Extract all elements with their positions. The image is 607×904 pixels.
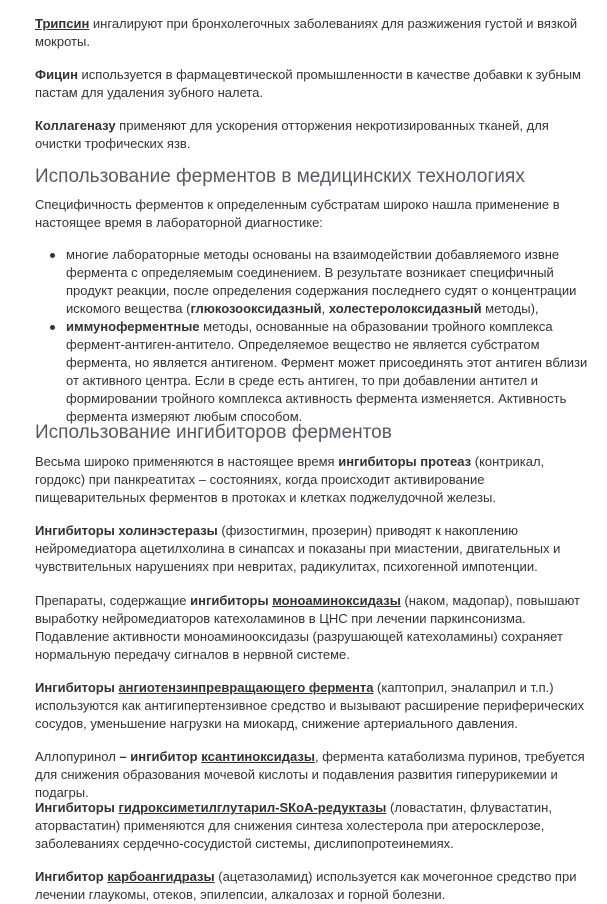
list-item: многие лабораторные методы основаны на взаимодействии добавляемого извне фермента с определяемым соединением. В результате возникает специфичный продукт реакции, после определения содержания последнего судят о концентрации искомого вещества (глюкозооксидазный, холестеролоксидазный методы),: [50, 246, 600, 318]
paragraph-trypsin: Трипсин ингалируют при бронхолегочных заболеваниях для разжижения густой и вязкой мокроты.: [35, 16, 578, 49]
link-hmg-coa-reductase[interactable]: гидроксиметилглутарил-SКоА-редуктазы: [118, 800, 387, 815]
paragraph-ficin: Фицин используется в фармацевтической промышленности в качестве добавки к зубным пастам для удаления зубного налета.: [35, 67, 581, 100]
paragraph-protease-inhibitors: Весьма широко применяются в настоящее время ингибиторы протеаз (контрикал, гордокс) при панкреатитах – состояниях, когда происходит активирование пищеварительных ферментов в протоках и клетках поджелудочной железы.: [35, 454, 545, 505]
heading-medical-technologies: Использование ферментов в медицинских технологиях: [35, 166, 525, 187]
paragraph-cholinesterase-inhibitors: Ингибиторы холинэстеразы (физостигмин, прозерин) приводят к накоплению нейромедиатора ацетилхолина в синапсах и показаны при миастении, двигательных и чувствительных нарушениях при невритах, радикулитах, психогенной импотенции.: [35, 523, 561, 574]
link-trypsin[interactable]: Трипсин: [35, 16, 90, 31]
paragraph-allopurinol: Аллопуринол – ингибитор ксантиноксидазы, фермента катаболизма пуринов, требуется для снижения образования мочевой кислоты и подавления развития гиперурикемии и подагры.: [35, 749, 585, 800]
diagnostics-list: [50, 246, 600, 426]
paragraph-hmg-inhibitors: Ингибиторы гидроксиметилглутарил-SКоА-редуктазы (ловастатин, флувастатин, аторвастатин) применяются для снижения синтеза холестерола при атеросклерозе, заболеваниях сердечно-сосудистой системы, дислипопротеинемиях.: [35, 800, 552, 851]
link-monoamine-oxidase[interactable]: моноаминоксидазы: [272, 593, 401, 608]
link-carbonic-anhydrase[interactable]: карбоангидразы: [107, 869, 215, 884]
paragraph-carbonic-anhydrase-inhibitor: Ингибитор карбоангидразы (ацетазоламид) используется как мочегонное средство при лечении глаукомы, отеков, эпилепсии, алкалозах и горной болезни.: [35, 869, 577, 902]
paragraph-specificity: Специфичность ферментов к определенным субстратам широко нашла применение в настоящее время в лабораторной диагностике:: [35, 197, 560, 230]
link-ace[interactable]: ангиотензинпревращающего фермента: [118, 680, 374, 695]
paragraph-ace-inhibitors: Ингибиторы ангиотензинпревращающего фермента (каптоприл, эналаприл и т.п.) используются как антигипертензивное средство и вызывают расширение периферических сосудов, уменьшение нагрузки на миокард, снижение артериального давления.: [35, 680, 585, 731]
paragraph-collagenase: Коллагеназу применяют для ускорения отторжения некротизированных тканей, для очистки трофических язв.: [35, 118, 549, 151]
heading-enzyme-inhibitors: Использование ингибиторов ферментов: [35, 422, 392, 443]
link-xanthine-oxidase[interactable]: ксантиноксидазы: [201, 749, 315, 764]
list-item: иммуноферментные методы, основанные на образовании тройного комплекса фермент-антиген-антитело. Определяемое вещество не является субстратом фермента, но является антигеном. Фермент может присоединять этот антиген вблизи от активного центра. Если в среде есть антиген, то при добавлении антител и формировании тройного комплекса активность фермента изменяется. Активность фермента измеряют любым способом.: [50, 318, 600, 426]
paragraph-mao-inhibitors: Препараты, содержащие ингибиторы моноаминоксидазы (наком, мадопар), повышают выработку нейромедиаторов катехоламинов в ЦНС при лечении паркинсонизма. Подавление активности моноаминооксидазы (разрушающей катехоламины) сохраняет нормальную передачу сигналов в нервной системе.: [35, 593, 581, 662]
